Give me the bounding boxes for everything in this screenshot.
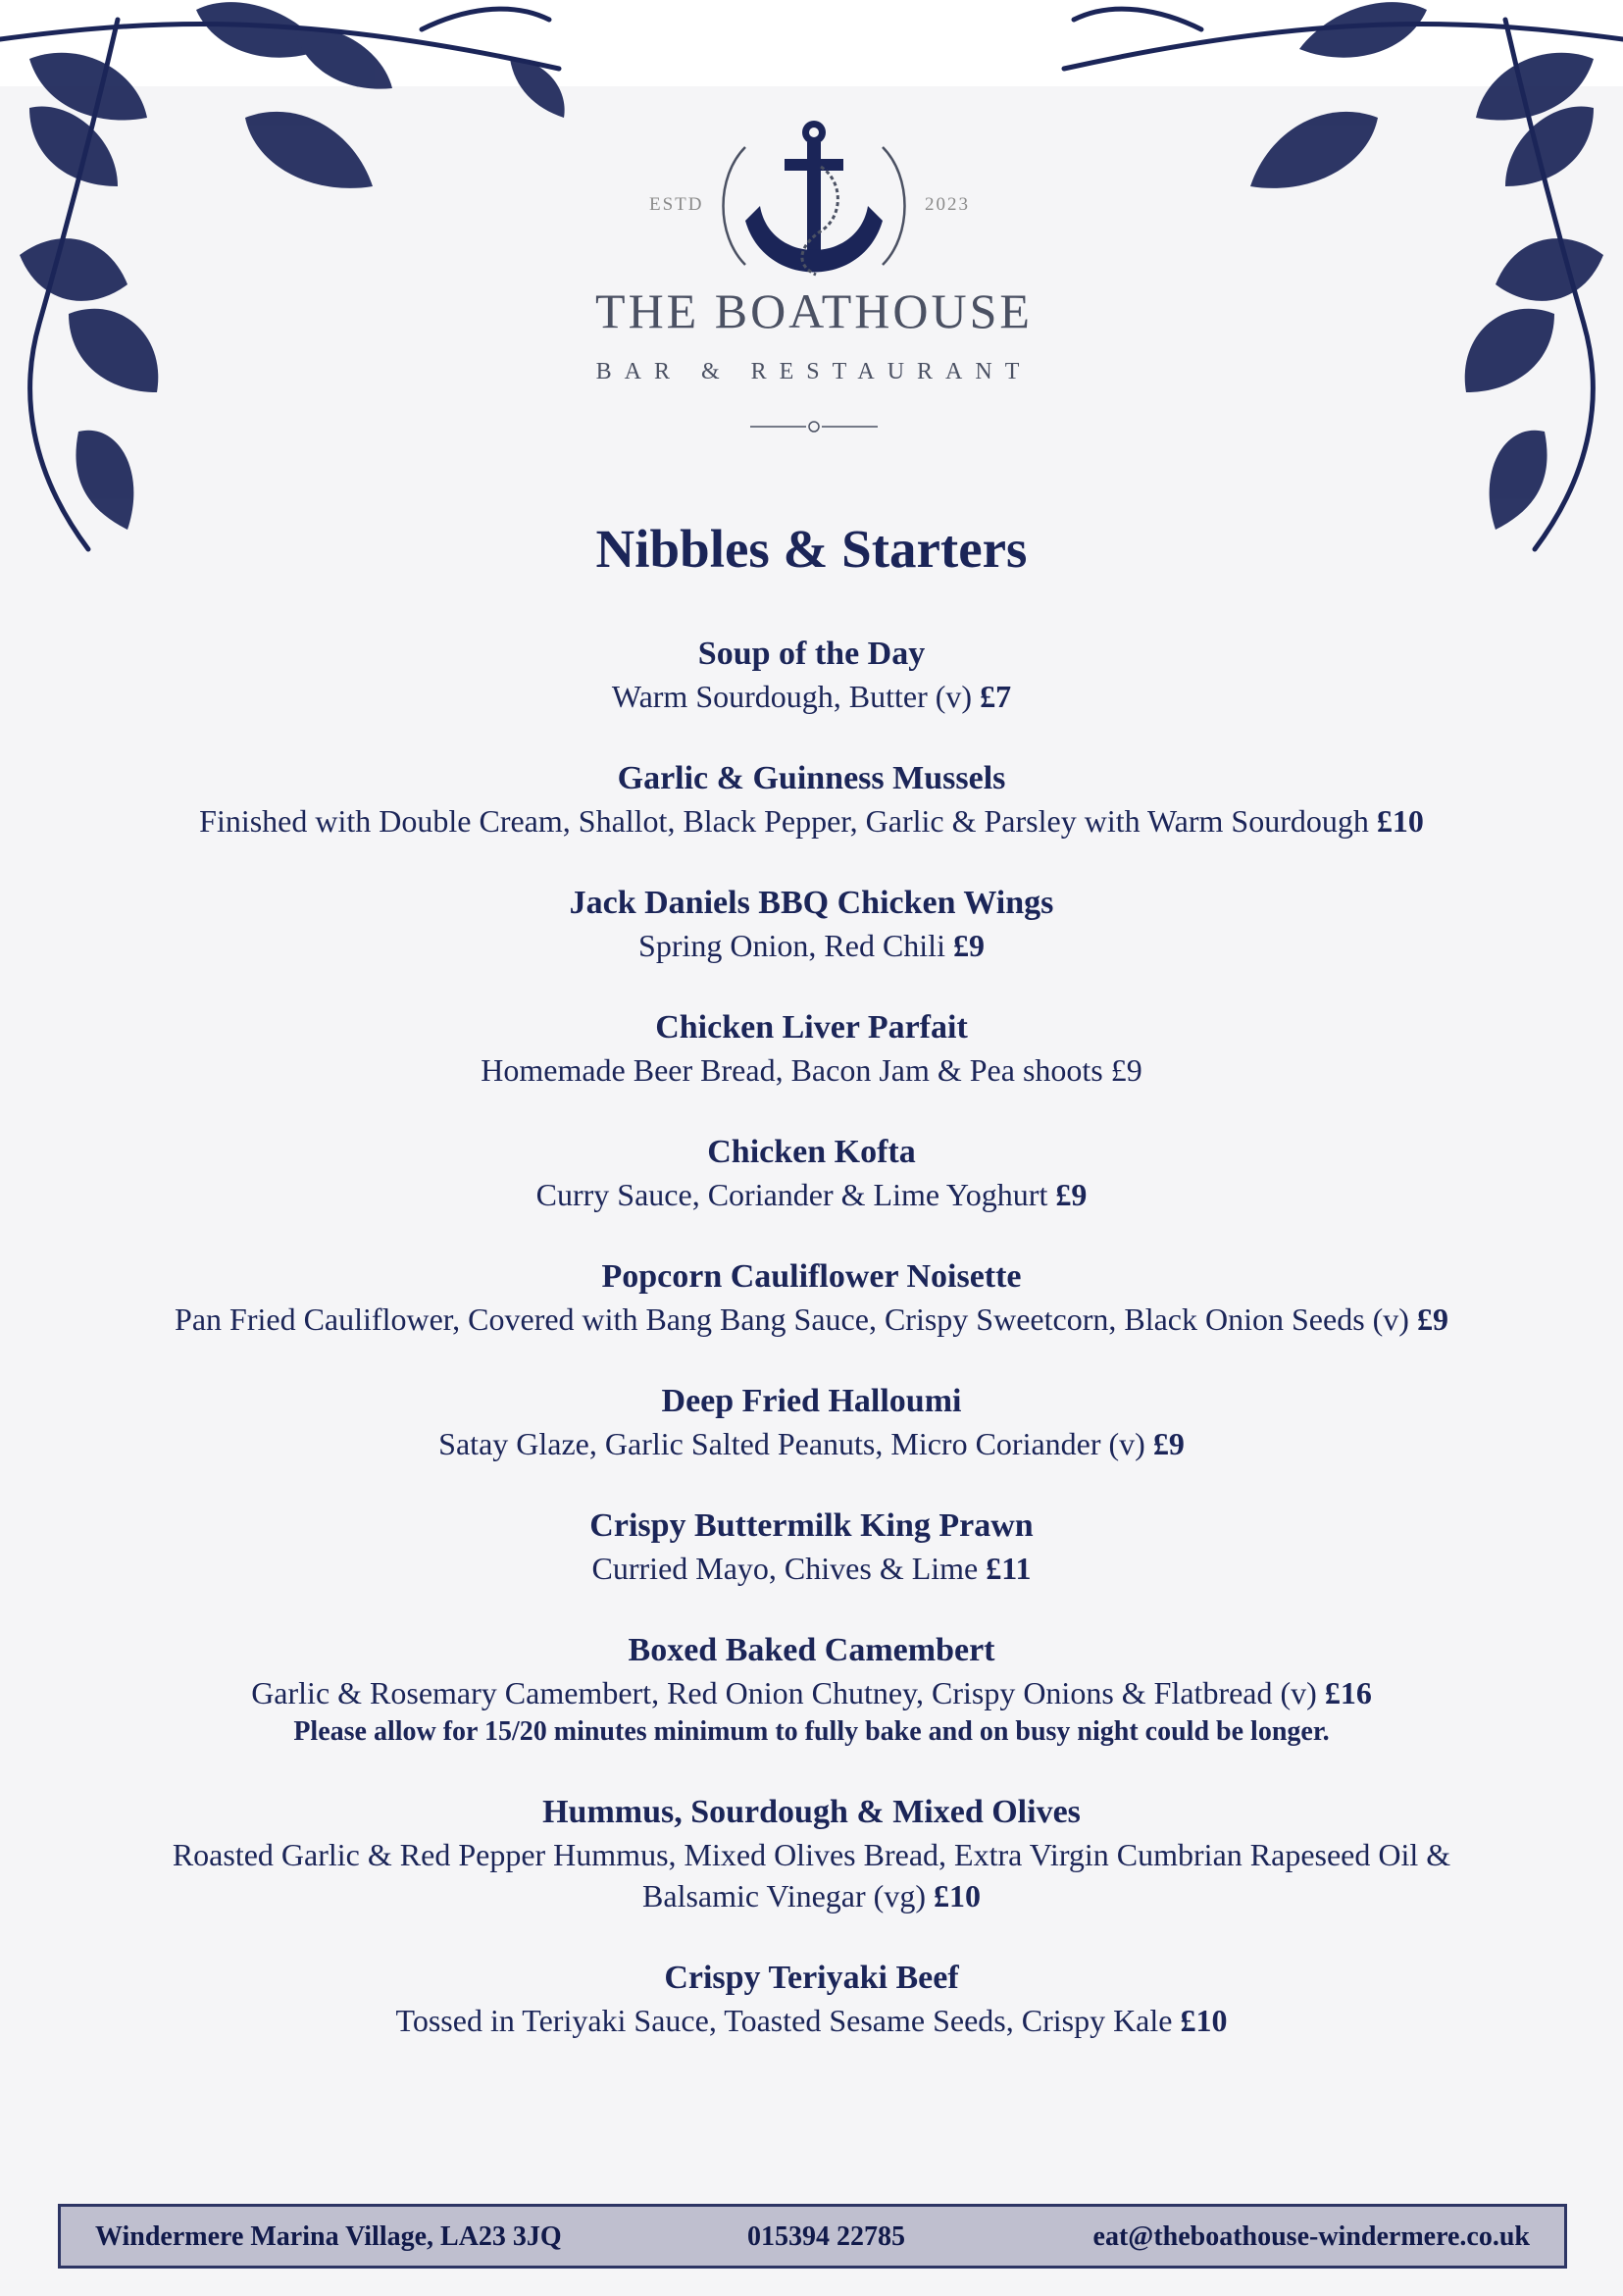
- item-price: £9: [952, 928, 985, 963]
- item-price: £7: [980, 679, 1012, 714]
- item-description: Warm Sourdough, Butter (v) £7: [611, 679, 1012, 714]
- menu-list: [147, 633, 1476, 2081]
- item-name: Hummus, Sourdough & Mixed Olives: [542, 1794, 1081, 1830]
- menu-item: [147, 1380, 1476, 1464]
- menu-item: [147, 1006, 1476, 1091]
- item-description: Pan Fried Cauliflower, Covered with Bang Bang Sauce, Crispy Sweetcorn, Black Onion Seeds (v) £9: [175, 1301, 1448, 1337]
- item-price: £10: [1180, 2003, 1228, 2038]
- footer-email[interactable]: eat@theboathouse-windermere.co.uk: [1092, 2221, 1530, 2252]
- item-price: £11: [986, 1551, 1032, 1586]
- item-name: Crispy Teriyaki Beef: [664, 1960, 959, 1996]
- item-note: Please allow for 15/20 minutes minimum to fully bake and on busy night could be longer.: [293, 1716, 1330, 1747]
- item-name: Crispy Buttermilk King Prawn: [589, 1507, 1034, 1544]
- item-description: Finished with Double Cream, Shallot, Black Pepper, Garlic & Parsley with Warm Sourdough £10: [199, 803, 1424, 839]
- leaf-garland-right-icon: [1035, 0, 1623, 569]
- item-price: £10: [933, 1878, 981, 1913]
- item-description: Curried Mayo, Chives & Lime £11: [591, 1551, 1032, 1586]
- item-description: Curry Sauce, Coriander & Lime Yoghurt £9: [535, 1177, 1088, 1212]
- menu-item: [147, 1131, 1476, 1215]
- menu-item: [147, 757, 1476, 842]
- item-description: Tossed in Teriyaki Sauce, Toasted Sesame Seeds, Crispy Kale £10: [395, 2003, 1228, 2038]
- menu-item: [147, 633, 1476, 717]
- item-price: £9: [1416, 1301, 1448, 1337]
- item-price: £10: [1376, 803, 1424, 839]
- anchor-icon: [549, 108, 1079, 284]
- item-name: Chicken Liver Parfait: [655, 1009, 968, 1046]
- item-name: Popcorn Cauliflower Noisette: [601, 1258, 1022, 1295]
- estd-year: 2023: [925, 194, 970, 215]
- leaf-garland-left-icon: [0, 0, 588, 569]
- menu-item: [147, 1957, 1476, 2041]
- brand-tagline: BAR & RESTAURANT: [595, 359, 1033, 384]
- menu-item: [147, 1255, 1476, 1340]
- footer-address: Windermere Marina Village, LA23 3JQ: [95, 2221, 562, 2252]
- menu-item: [147, 1505, 1476, 1589]
- item-description: Roasted Garlic & Red Pepper Hummus, Mixed Olives Bread, Extra Virgin Cumbrian Rapeseed Oil & Balsamic Vinegar (vg) £10: [172, 1837, 1451, 1913]
- brand-logo: [549, 108, 1079, 441]
- estd-label: ESTD: [649, 194, 704, 215]
- item-price: £9: [1152, 1426, 1185, 1461]
- item-description: Satay Glaze, Garlic Salted Peanuts, Micro Coriander (v) £9: [438, 1426, 1185, 1461]
- menu-item: [147, 1791, 1476, 1916]
- menu-title: Nibbles & Starters: [595, 519, 1028, 579]
- item-price: £16: [1324, 1675, 1372, 1710]
- menu-item: [147, 1629, 1476, 1751]
- item-price: £9: [1055, 1177, 1088, 1212]
- item-name: Deep Fried Halloumi: [661, 1383, 962, 1419]
- item-description: Homemade Beer Bread, Bacon Jam & Pea shoots £9: [481, 1052, 1142, 1088]
- brand-name: THE BOATHOUSE: [595, 283, 1033, 338]
- item-name: Garlic & Guinness Mussels: [617, 760, 1006, 796]
- item-description: Garlic & Rosemary Camembert, Red Onion Chutney, Crispy Onions & Flatbread (v) £16: [251, 1675, 1372, 1710]
- footer-phone[interactable]: 015394 22785: [747, 2221, 905, 2252]
- item-name: Chicken Kofta: [707, 1134, 916, 1170]
- item-name: Soup of the Day: [697, 636, 926, 672]
- contact-footer: [58, 2204, 1567, 2269]
- menu-item: [147, 882, 1476, 966]
- item-name: Boxed Baked Camembert: [628, 1632, 995, 1668]
- item-description: Spring Onion, Red Chili £9: [638, 928, 985, 963]
- item-name: Jack Daniels BBQ Chicken Wings: [569, 885, 1054, 921]
- divider-ornament-icon: [549, 412, 1079, 441]
